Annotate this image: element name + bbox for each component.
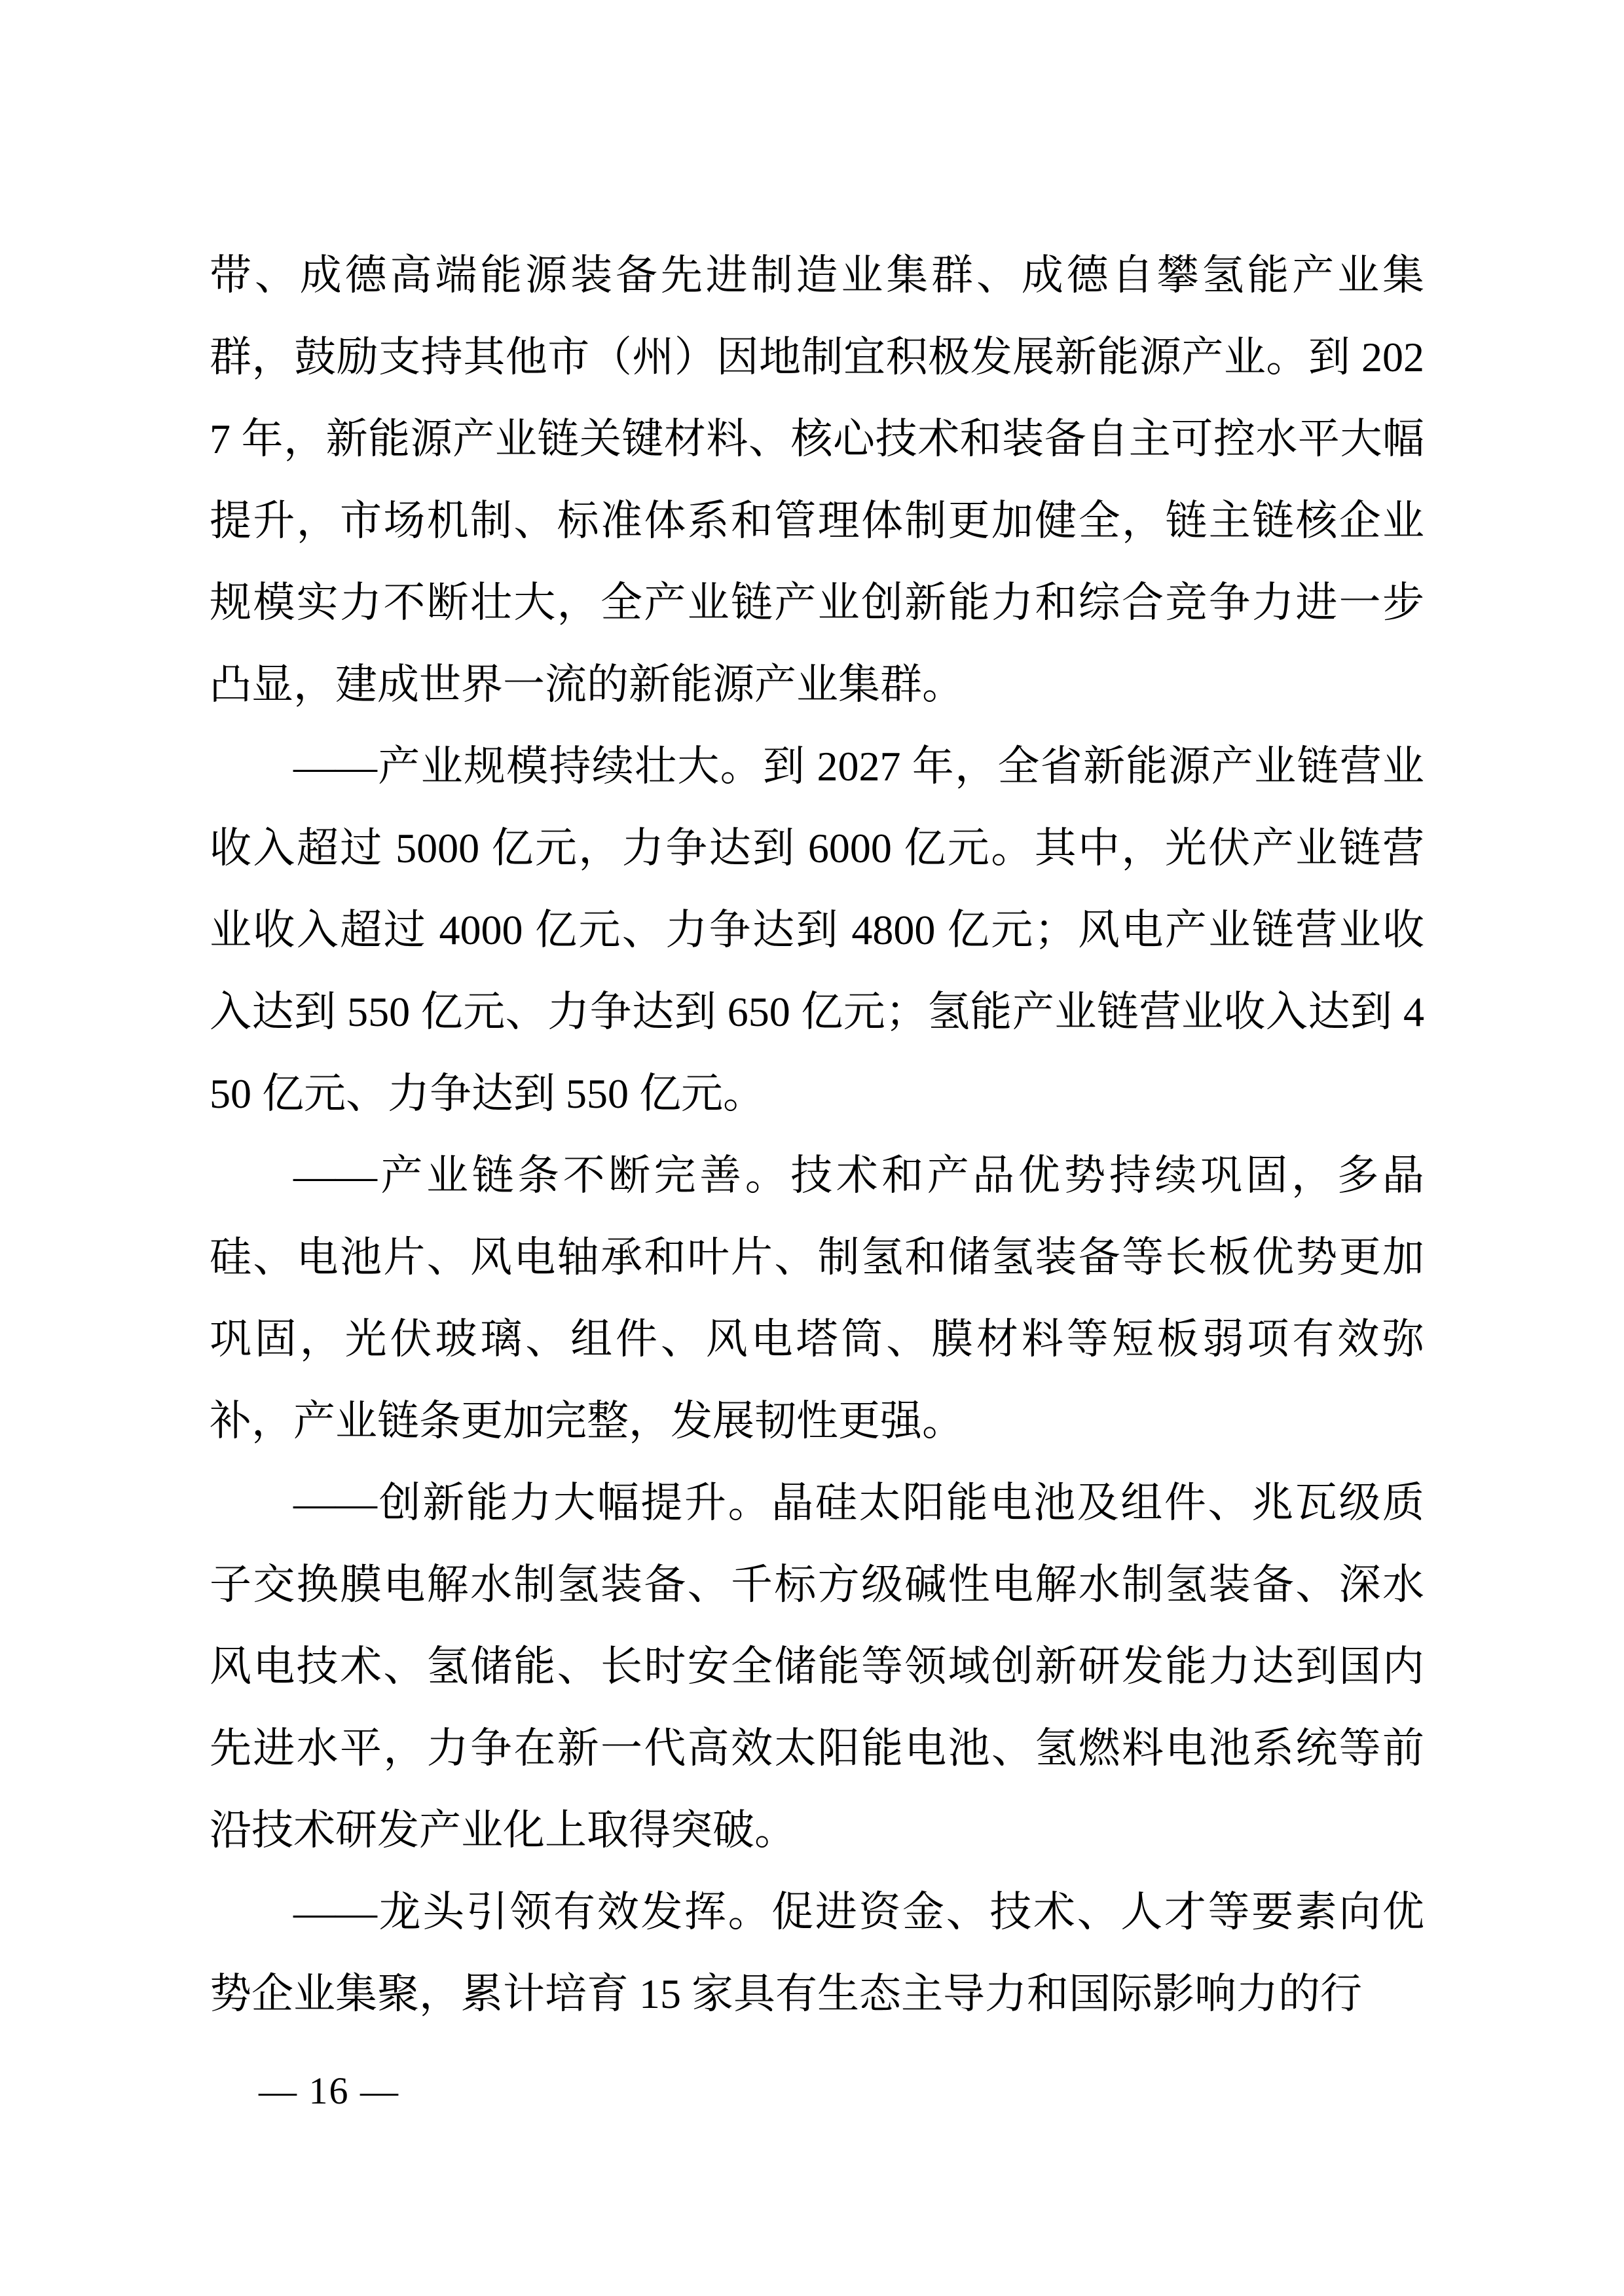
body-paragraph: ——创新能力大幅提升。晶硅太阳能电池及组件、兆瓦级质子交换膜电解水制氢装备、千标方级碱性电解水制氢装备、深水风电技术、氢储能、长时安全储能等领域创新研发能力达到国内先进水平，力争在新一代高效太阳能电池、氢燃料电池系统等前沿技术研发产业化上取得突破。 (210, 1480, 1424, 1853)
body-paragraph: ——龙头引领有效发挥。促进资金、技术、人才等要素向优势企业集聚，累计培育 15 家具有生态主导力和国际影响力的行 (210, 1889, 1424, 2017)
document-body (210, 234, 1424, 2035)
page-number: — 16 — (259, 2069, 399, 2112)
body-paragraph: 带、成德高端能源装备先进制造业集群、成德自攀氢能产业集群，鼓励支持其他市（州）因地制宜积极发展新能源产业。到 2027 年，新能源产业链关键材料、核心技术和装备自主可控水平大幅提升，市场机制、标准体系和管理体制更加健全，链主链核企业规模实力不断壮大，全产业链产业创新能力和综合竞争力进一步凸显，建成世界一流的新能源产业集群。 (210, 252, 1424, 708)
body-paragraph: ——产业链条不断完善。技术和产品优势持续巩固，多晶硅、电池片、风电轴承和叶片、制氢和储氢装备等长板优势更加巩固，光伏玻璃、组件、风电塔筒、膜材料等短板弱项有效弥补，产业链条更加完整，发展韧性更强。 (210, 1152, 1424, 1444)
body-paragraph: ——产业规模持续壮大。到 2027 年，全省新能源产业链营业收入超过 5000 亿元，力争达到 6000 亿元。其中，光伏产业链营业收入超过 4000 亿元、力争达到 4800 亿元；风电产业链营业收入达到 550 亿元、力争达到 650 亿元；氢能产业链营业收入达到 450 亿元、力争达到 550 亿元。 (210, 743, 1424, 1117)
